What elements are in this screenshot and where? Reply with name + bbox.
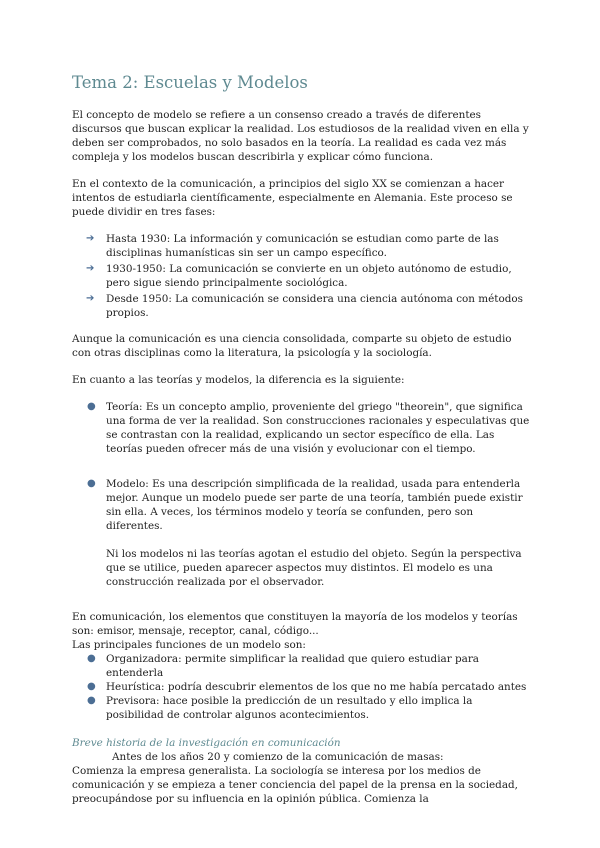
bullet-icon: ● [87,695,96,706]
page-title: Tema 2: Escuelas y Modelos [72,73,308,92]
difference-intro: En cuanto a las teorías y modelos, la diferencia es la siguiente: [72,374,405,386]
history-paragraph: Comienza la empresa generalista. La sociología se interesa por los medios de comunicación y se empieza a tener conciencia del papel de la prensa en la sociedad, preocupándose por su influencia en la opinión pública. Comienza la [72,765,518,805]
list-item: ● Organizadora: permite simplificar la realidad que quiero estudiar para entenderla [87,653,479,679]
arrow-icon: ➔ [86,233,95,244]
list-item: ➔ 1930-1950: La comunicación se convierte en un objeto autónomo de estudio, pero sigue siendo principalmente sociológica. [86,263,512,289]
document-page [72,72,532,806]
phases-list [72,232,532,320]
arrow-icon: ➔ [86,293,95,304]
bullet-icon: ● [87,478,96,489]
functions-intro: Las principales funciones de un modelo son: [72,639,306,651]
history-subtitle: Antes de los años 20 y comienzo de la comunicación de masas: [112,751,444,763]
functions-list [72,652,532,722]
intro-paragraph: El concepto de modelo se refiere a un consenso creado a través de diferentes discursos que buscan explicar la realidad. Los estudiosos de la realidad viven en ella y deben ser comprobados, no solo basados en la teoría. La realidad es cada vez más compleja y los modelos buscan describirla y explicar cómo funciona. [72,109,529,163]
definitions-note: Ni los modelos ni las teorías agotan el estudio del objeto. Según la perspectiva que se utilice, pueden aparecer aspectos muy distintos. El modelo es una construcción realizada por el observador. [106,548,522,588]
bullet-icon: ● [87,653,96,664]
elements-paragraph: En comunicación, los elementos que constituyen la mayoría de los modelos y teorías son: emisor, mensaje, receptor, canal, código... [72,611,518,637]
list-item: ➔ Hasta 1930: La información y comunicación se estudian como parte de las disciplinas humanísticas sin ser un campo específico. [86,233,499,259]
definitions-list [72,400,532,589]
bullet-icon: ● [87,401,96,412]
list-item: ● Modelo: Es una descripción simplificada de la realidad, usada para entenderla mejor. Aunque un modelo puede ser parte de una teoría, también puede existir sin ella. A veces, los términos modelo y teoría se confunden, pero son diferentes. Ni los modelos ni las teorías agotan el estudio del objeto. Según la perspectiva que se utilice, pueden aparecer aspectos muy distintos. El modelo es una construcción realizada por el observador. [72,477,532,589]
list-item: ➔ Desde 1950: La comunicación se considera una ciencia autónoma con métodos propios. [86,293,523,319]
context-paragraph: En el contexto de la comunicación, a principios del siglo XX se comienzan a hacer intentos de estudiarla científicamente, especialmente en Alemania. Este proceso se puede dividir en tres fases: [72,178,513,218]
list-item: ● Teoría: Es un concepto amplio, proveniente del griego "theorein", que significa una forma de ver la realidad. Son construcciones racionales y especulativas que se contrastan con la realidad, explicando un sector específico de ella. Las teorías pueden ofrecer más de una visión y evolucionar con el tiempo. [87,401,530,455]
consolidated-paragraph: Aunque la comunicación es una ciencia consolidada, comparte su objeto de estudio con otras disciplinas como la literatura, la psicología y la sociología. [72,333,512,359]
arrow-icon: ➔ [86,263,95,274]
history-title: Breve historia de la investigación en comunicación [72,737,341,749]
bullet-icon: ● [87,681,96,692]
list-item: ● Heurística: podría descubrir elementos de los que no me había percatado antes [87,681,527,693]
list-item: ● Previsora: hace posible la predicción de un resultado y ello implica la posibilidad de controlar algunos acontecimientos. [87,695,473,721]
